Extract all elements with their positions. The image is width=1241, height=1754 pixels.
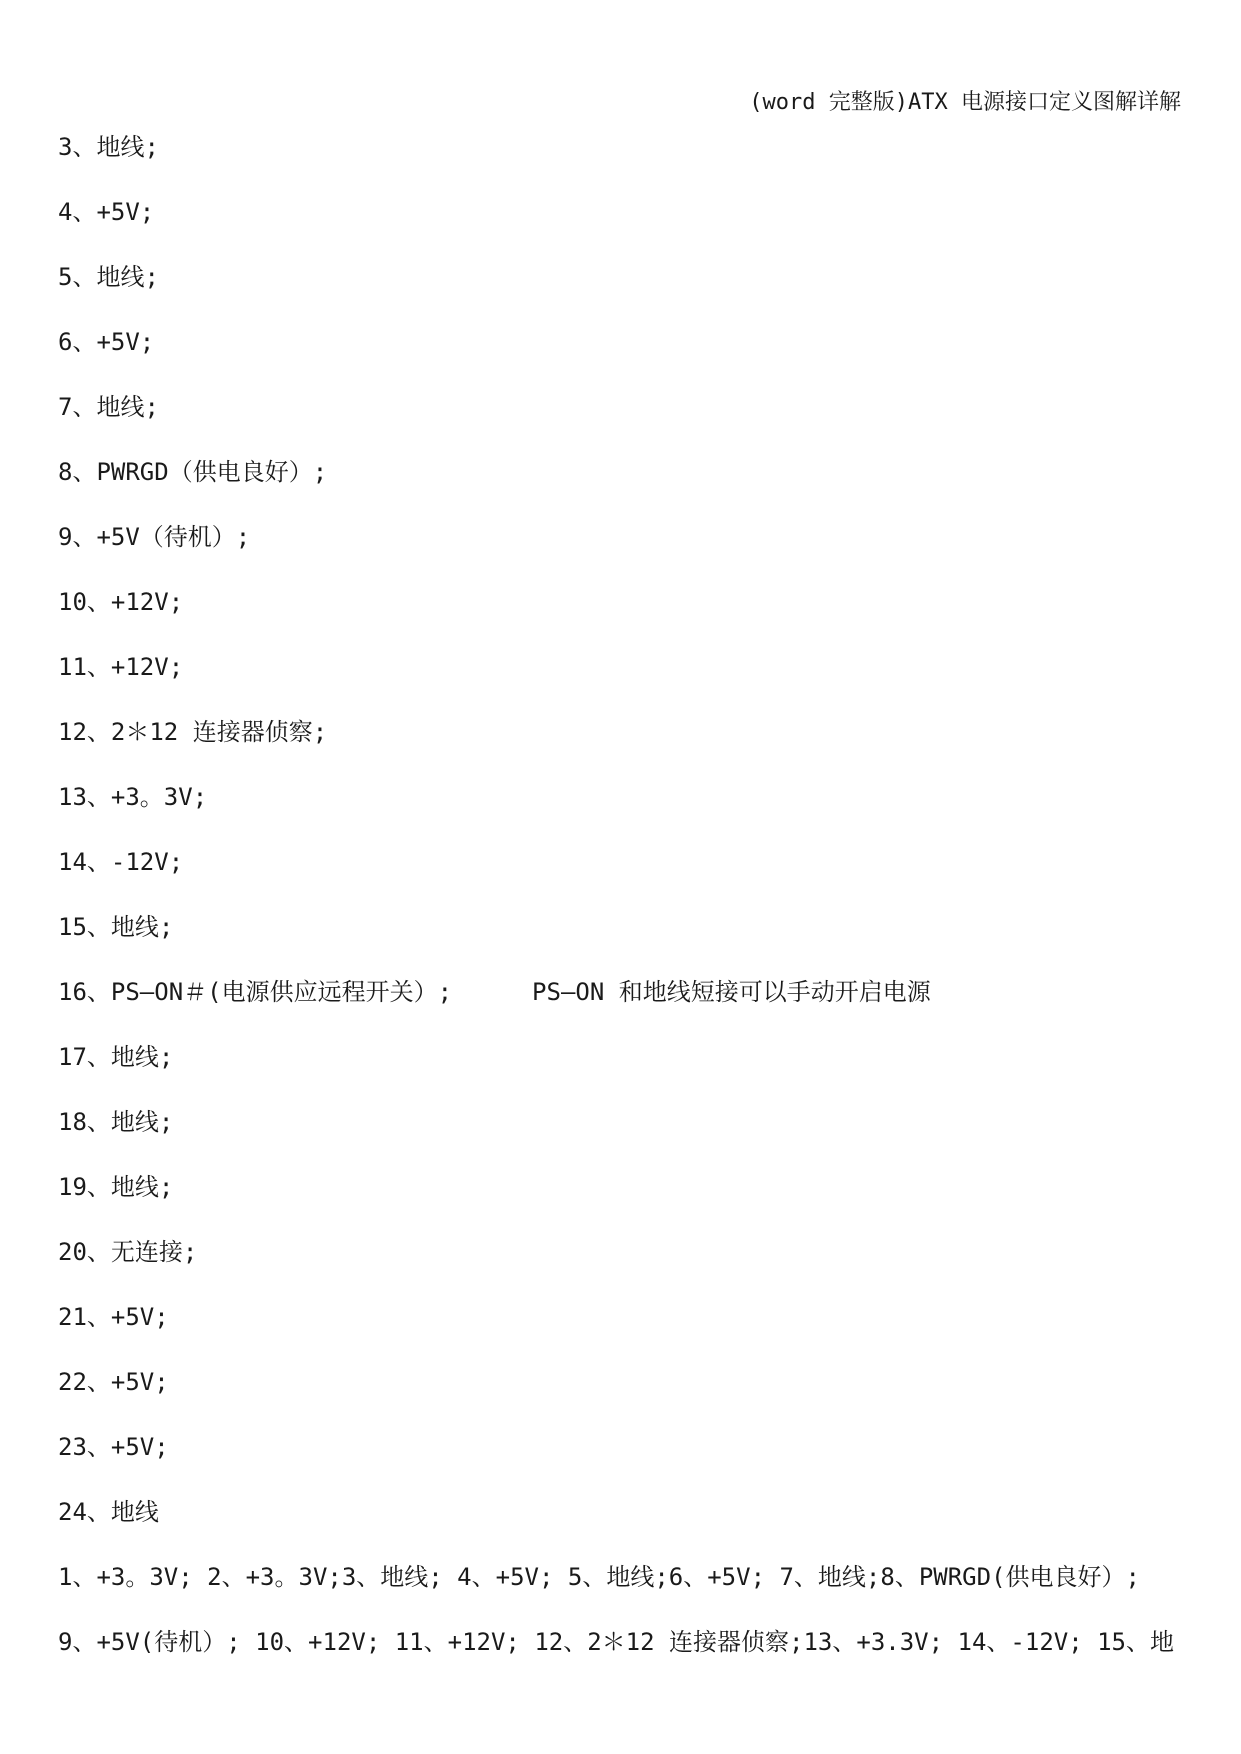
pin-line (58, 784, 1188, 849)
pin-line (58, 1369, 1188, 1434)
pin-text: 4、+5V; (58, 198, 155, 226)
pin-text: 18、地线; (58, 1108, 174, 1136)
pin-definition-list (58, 134, 1188, 1694)
pin-line (58, 654, 1188, 719)
pin-line (58, 459, 1188, 524)
pin-text: 7、地线; (58, 393, 159, 421)
pin-text: 20、无连接; (58, 1238, 198, 1266)
pin-line (58, 394, 1188, 459)
pin-line (58, 1109, 1188, 1174)
pin-text: 6、+5V; (58, 328, 155, 356)
pin-line (58, 1499, 1188, 1564)
pin-line (58, 199, 1188, 264)
pin-line (58, 524, 1188, 589)
pin-note: PS—ON 和地线短接可以手动开启电源 (532, 978, 931, 1006)
pin-text: 13、+3。3V; (58, 783, 208, 811)
page-header: (word 完整版)ATX 电源接口定义图解详解 (749, 90, 1181, 115)
summary-line: 9、+5V(待机）; 10、+12V; 11、+12V; 12、2＊12 连接器侦察;13、+3.3V; 14、-12V; 15、地 (58, 1628, 1175, 1656)
pin-line (58, 1239, 1188, 1304)
pin-text: 21、+5V; (58, 1303, 169, 1331)
pin-line (58, 1044, 1188, 1109)
pin-line (58, 1174, 1188, 1239)
pin-text: 12、2＊12 连接器侦察; (58, 718, 328, 746)
pin-text: 14、-12V; (58, 848, 184, 876)
pin-line (58, 1434, 1188, 1499)
pin-text: 15、地线; (58, 913, 174, 941)
summary-line: 1、+3。3V; 2、+3。3V;3、地线; 4、+5V; 5、地线;6、+5V; 7、地线;8、PWRGD(供电良好）; (58, 1563, 1140, 1591)
pin-text: 16、PS—ON＃(电源供应远程开关）; (58, 978, 453, 1006)
pin-line (58, 914, 1188, 979)
pin-line (58, 1304, 1188, 1369)
pin-text: 19、地线; (58, 1173, 174, 1201)
pin-text: 23、+5V; (58, 1433, 169, 1461)
pin-line (58, 849, 1188, 914)
pin-text: 5、地线; (58, 263, 159, 291)
pin-line (58, 134, 1188, 199)
pin-text: 3、地线; (58, 133, 159, 161)
pin-line (58, 719, 1188, 784)
pin-line (58, 329, 1188, 394)
pin-line (58, 589, 1188, 654)
pin-text: 9、+5V（待机）; (58, 523, 251, 551)
pin-text: 22、+5V; (58, 1368, 169, 1396)
pin-text: 8、PWRGD（供电良好）; (58, 458, 328, 486)
pin-line (58, 264, 1188, 329)
pin-text: 17、地线; (58, 1043, 174, 1071)
pin-text: 10、+12V; (58, 588, 184, 616)
pin-text: 11、+12V; (58, 653, 184, 681)
pin-text: 24、地线 (58, 1498, 159, 1526)
pin-line (58, 979, 1188, 1044)
